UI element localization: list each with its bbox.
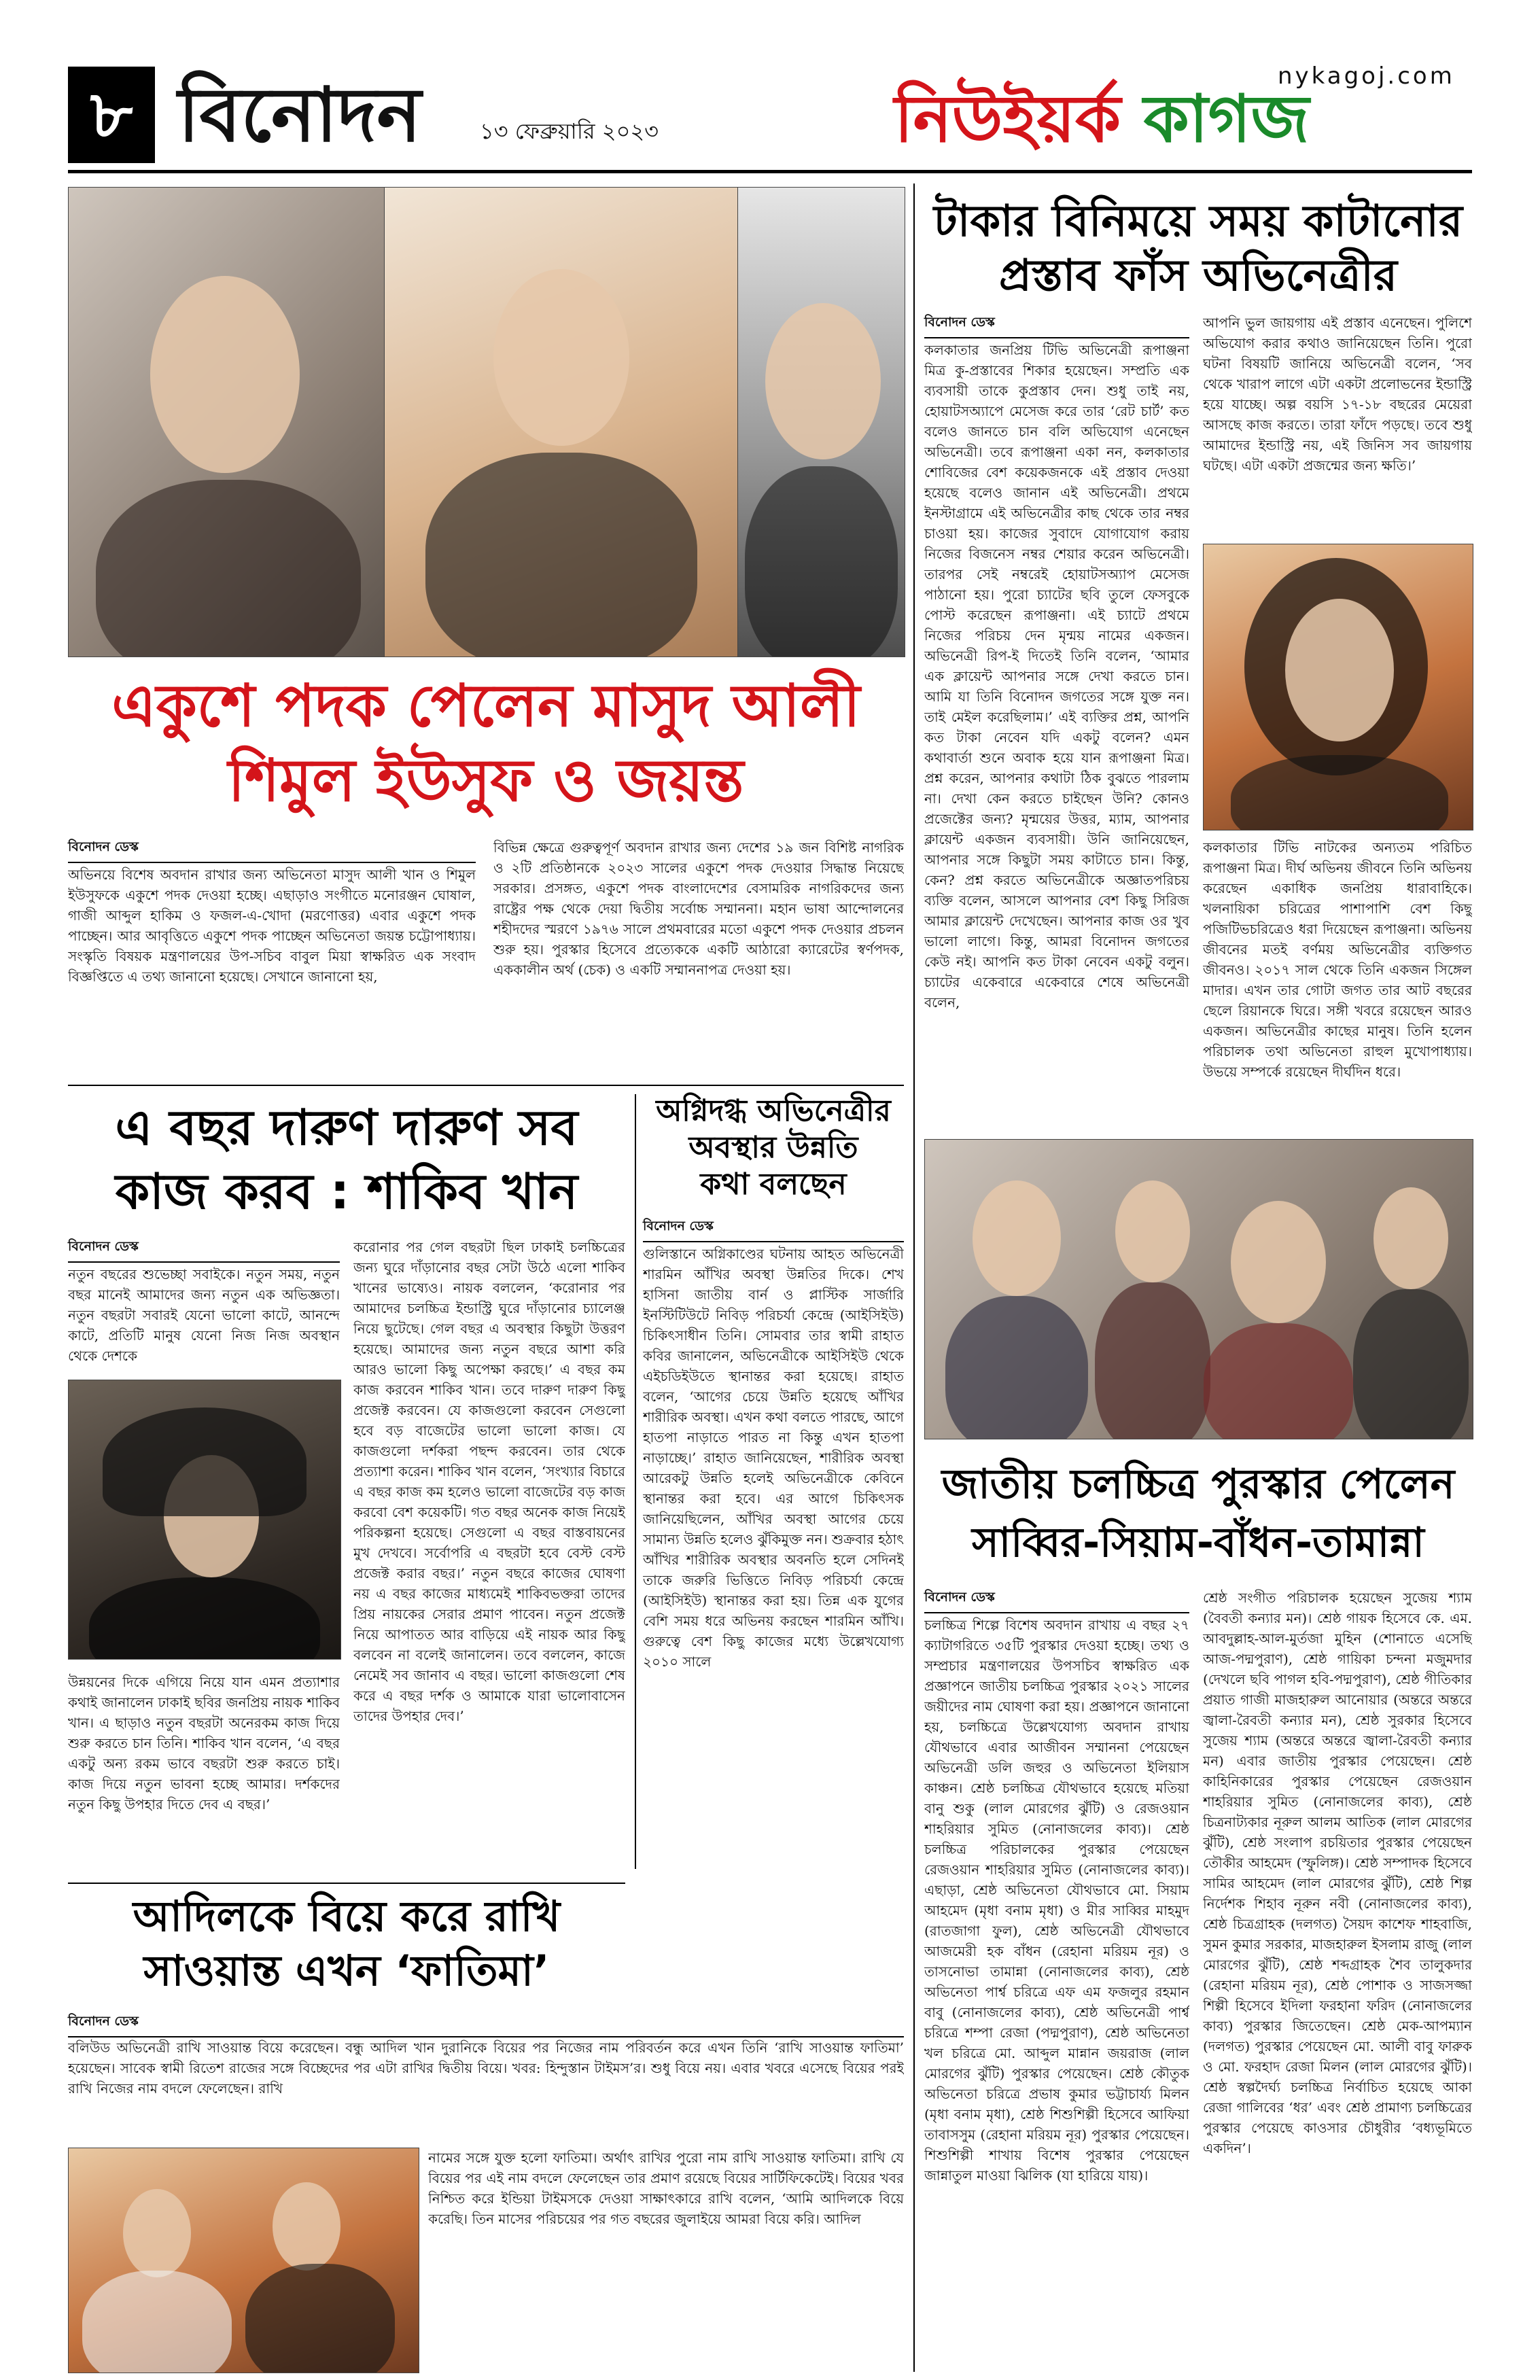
- taka-desk: বিনোদন ডেস্ক: [924, 313, 1189, 338]
- issue-date: ১৩ ফেব্রুয়ারি ২০২৩: [480, 118, 659, 144]
- shakib-desk: বিনোদন ডেস্ক: [68, 1237, 340, 1263]
- photo-masud-ali: [68, 187, 385, 657]
- brand-logo-part2: কাগজ: [1143, 81, 1310, 157]
- jatiya-headline-1: জাতীয় চলচ্চিত্র পুরস্কার পেলেন: [941, 1460, 1455, 1508]
- shirin-headline-1: অগ্নিদগ্ধ অভিনেত্রীর: [656, 1093, 891, 1128]
- shirin-desk: বিনোদন ডেস্ক: [643, 1217, 904, 1242]
- taka-body-col2-top: আপনি ভুল জায়গায় এই প্রস্তাব এনেছেন। পুলিশে অভিযোগ করার কথাও জানিয়েছেন তিনি। পুরো ঘটনা বিষয়টি জানিয়ে অভিনেত্রী বলেন, ‘সব থেকে খারাপ লাগে এটা একটা প্রলোভনের ইন্ডাস্ট্রি হয়ে যাচ্ছে। অল্প বয়সি ১৭-১৮ বছরের মেয়েরা আসছে কাজ করতে। তারা ফাঁদে পড়ছে। তবে শুধু আমাদের ইন্ডাস্ট্রি নয়, এই জিনিস সব জায়গায় ঘটছে। এটা একটা প্রজন্মের জন্য ক্ষতি।’: [1203, 315, 1472, 474]
- ekushe-headline-2: শিমুল ইউসুফ ও জয়ন্ত: [228, 747, 744, 815]
- section-title: বিনোদন: [178, 71, 421, 158]
- jatiya-headline-2: সাব্বির-সিয়াম-বাঁধন-তামান্না: [972, 1519, 1424, 1567]
- taka-body-col2-bottom: কলকাতার টিভি নাটকের অন্যতম পরিচিত রূপাঞ্জনা মিত্র। দীর্ঘ অভিনয় জীবনে তিনি অভিনয় করেছেন একাধিক জনপ্রিয় ধারাবাহিকে। খলনায়িকা চরিত্রের পাশাপাশি বেশ কিছু পজিটিভচরিত্রেও ধরা দিয়েছেন রূপাঞ্জনা। অভিনয় জীবনের মতই বর্ণময় অভিনেত্রীর ব্যক্তিগত জীবনও। ২০১৭ সাল থেকে তিনি একজন সিঙ্গেল মাদার। এখন তার গোটা জগত তার আট বছরের ছেলে রিয়ানকে ঘিরে। সঙ্গী খবরে রয়েছেন আরও একজন। অভিনেত্রীর কাছের মানুষ। তিনি হলেন পরিচালক তথা অভিনেতা রাহুল মুখোপাধ্যায়। উভয়ে সম্পর্কে রয়েছেন দীর্ঘদিন ধরে।: [1203, 839, 1472, 1080]
- taka-headline-2: প্রস্তাব ফাঁস অভিনেত্রীর: [998, 251, 1398, 301]
- jatiya-desk: বিনোদন ডেস্ক: [924, 1588, 1189, 1613]
- ekushe-body-col1: অভিনয়ে বিশেষ অবদান রাখার জন্য অভিনেতা মাসুদ আলী খান ও শিমুল ইউসুফকে একুশে পদক দেওয়া হচ্ছে। এছাড়াও সংগীতে মনোরঞ্জন ঘোষাল, গাজী আব্দুল হাকিম ও ফজল-এ-খোদা (মরণোত্তর) এবার একুশে পদক পাচ্ছেন। আর আবৃত্তিতে একুশে পদক পাচ্ছেন অভিনেতা জয়ন্ত চট্টোপাধ্যায়। সংস্কৃতি বিষয়ক মন্ত্রণালয়ের উপ-সচিব বাবুল মিয়া স্বাক্ষরিত এক সংবাদ বিজ্ঞপ্তিতে এ তথ্য জানানো হয়েছে। সেখানে জানানো হয়,: [68, 867, 476, 985]
- shirin-body: গুলিস্তানে অগ্নিকাণ্ডের ঘটনায় আহত অভিনেত্রী শারমিন আঁখির অবস্থা উন্নতির দিকে। শেখ হাসিনা জাতীয় বার্ন ও প্লাস্টিক সার্জারি ইনস্টিটিউটে নিবিড় পরিচর্যা কেন্দ্রে (আইসিইউ) চিকিৎসাধীন তিনি। সোমবার তার স্বামী রাহাত কবির জানালেন, অভিনেত্রীকে আইসিইউ থেকে এইচডিইউতে স্থানান্তর করা হয়েছে। রাহাত বলেন, ‘আগের চেয়ে উন্নতি হয়েছে আঁখির শারীরিক অবস্থা। এখন কথা বলতে পারছে, আগে হাতপা নাড়াতে পারত না কিন্তু এখন হাতপা নাড়াচ্ছে।’ রাহাত জানিয়েছেন, শারীরিক অবস্থা আরেকটু উন্নতি হলেই অভিনেত্রীকে কেবিনে স্থানান্তর করা হবে। এর আগে চিকিৎসক জানিয়েছিলেন, আঁখির অবস্থা আগের চেয়ে সামান্য উন্নতি হলেও ঝুঁকিমুক্ত নন। শুক্রবার হঠাৎ আঁখির শারীরিক অবস্থার অবনতি হলে সেদিনই তাকে জরুরি ভিত্তিতে নিবিড় পরিচর্যা কেন্দ্রে (আইসিইউ) স্থানান্তর করা হয়। তিন্ন এক যুগের বেশি সময় ধরে অভিনয় করছেন শারমিন আঁখি। গুরুত্বে বেশ কিছু কাজের মধ্যে উল্লেখযোগ্য ২০১০ সালে: [643, 1246, 904, 1670]
- shakib-body-col1-top: নতুন বছরের শুভেচ্ছা সবাইকে। নতুন সময়, নতুন বছর মানেই আমাদের জন্য নতুন এক অভিজ্ঞতা। নতুন বছরটা সবারই যেনো ভালো কাটে, আনন্দে কাটে, প্রতিটি মানুষ যেনো নিজ নিজ অবস্থান থেকে দেশকে: [68, 1266, 340, 1364]
- taka-body-col1: কলকাতার জনপ্রিয় টিভি অভিনেত্রী রূপাঞ্জনা মিত্র কু-প্রস্তাবের শিকার হয়েছেন। সম্প্রতি এক ব্যবসায়ী তাকে কুপ্রস্তাব দেন। শুধু তাই নয়, হোয়াটসঅ্যাপে মেসেজ করে তার ‘রেট চার্ট’ কত বলেও জানতে চান বলি অভিযোগ এনেছেন অভিনেত্রী। তবে রূপাঞ্জনা একা নন, কলকাতার শোবিজের বেশ কয়েকজনকে এই প্রস্তাব দেওয়া হয়েছে বলেও জানান এই অভিনেত্রী। প্রথমে ইনস্টাগ্রামে এই অভিনেত্রীর কাছ থেকে তার নম্বর চাওয়া হয়। কাজের সুবাদে যোগাযোগ করায় নিজের বিজনেস নম্বর শেয়ার করেন অভিনেত্রী। তারপর সেই নম্বরেই হোয়াটসঅ্যাপ মেসেজ পাঠানো হয়। পুরো চ্যাটের ছবি তুলে ফেসবুকে পোস্ট করেছেন রূপাঞ্জনা। এই চ্যাটে প্রথমে নিজের পরিচয় দেন মৃন্ময় নামের একজন। অভিনেত্রী রিপ-ই দিতেই তিনি বলেন, ‘আমার এক ক্লায়েন্ট আপনার সঙ্গে দেখা করতে চান। আমি যা তিনি বিনোদন জগতের সঙ্গে যুক্ত নন। তাই মেইল করেছিলাম।’ এই ব্যক্তির প্রশ্ন, আপনি কত টাকা নেবেন যদি একটু বলেন? এমন কথাবার্তা শুনে অবাক হয়ে যান রূপাঞ্জনা মিত্র। প্রশ্ন করেন, আপনার কথাটা ঠিক বুঝতে পারলাম না। দেখা কেন করতে চাইছেন উনি? কোনও প্রজেক্টের জন্য? মৃন্ময়ের উত্তর, ম্যাম, আপনার ক্লায়েন্ট একজন ব্যবসায়ী। উনি জানিয়েছেন, আপনার সঙ্গে কিছুটা সময় কাটাতে চান। কিন্তু, কেন? প্রশ্ন করতে অভিনেত্রীকে অজ্ঞাতপরিচয় ব্যক্তি বলেন, আসলে আপনার বেশ কিছু সিরিজ আমার ক্লায়েন্ট দেখেছেন। আপনার কাজ ওর খুব ভালো লাগে। কিন্তু, আমরা বিনোদন জগতের কেউ নই। আপনি কত টাকা নেবেন একটু বলুন। চ্যাটের একেবারে একেবারে শেষে অভিনেত্রী বলেন,: [924, 342, 1189, 1011]
- main-vertical-rule: [913, 183, 915, 2372]
- shakib-body-col1-bottom: উন্নয়নের দিকে এগিয়ে নিয়ে যান এমন প্রত্যাশার কথাই জানালেন ঢাকাই ছবির জনপ্রিয় নায়ক শাকিব খান। এ ছাড়াও নতুন বছরটা অনেরকম কাজ দিয়ে শুরু করতে চান তিনি। শাকিব খান বলেন, ‘এ বছর একটু অন্য রকম ভাবে বছরটা শুরু করতে চাই। কাজ দিয়ে নতুন ভাবনা হচ্ছে আমার। দর্শকদের নতুন কিছু উপহার দিতে দেব এ বছর।’: [68, 1674, 340, 1813]
- ekushe-divider: [68, 1085, 904, 1086]
- shakib-body-col2: করোনার পর গেল বছরটা ছিল ঢাকাই চলচ্চিত্রের জন্য ঘুরে দাঁড়ানোর বছর সেটা উঠে এলো শাকিব খানের ভাষ্যেও। নায়ক বললেন, ‘করোনার পর আমাদের চলচ্চিত্র ইন্ডাস্ট্রি ঘুরে দাঁড়ানোর চ্যালেঞ্জ নিয়ে ছুটেছে। গেল বছর এ অবস্থার কিছুটা উত্তরণ হয়েছে। আমাদের জন্য নতুন বছরে আশা করি আরও ভালো কিছু অপেক্ষা করছে।’ এ বছর কম কাজ করবেন শাকিব খান। তবে দারুণ দারুণ কিছু প্রজেক্ট করবেন। যে কাজগুলো করবেন সেগুলো হবে বড় বাজেটের ভালো ভালো কাজ। যে কাজগুলো দর্শকরা পছন্দ করবেন। তার থেকে প্রত্যাশা করেন। শাকিব খান বলেন, ‘সংখ্যার বিচারে এ বছর কাজ কম হলেও ভালো বাজেটের বড় কাজ করবো বেশ কয়েকটি। গত বছর অনেক কাজ নিয়েই পরিকল্পনা হয়েছে। সেগুলো এ বছর বাস্তবায়নের মুখ দেখবে। সর্বোপরি এ বছরটা হবে বেস্ট বেস্ট প্রজেক্ট করার বছর।’ নতুন বছরে কাজের ঘোষণা নয় এ বছর কাজের মাধ্যমেই শাকিবভক্তরা তাদের প্রিয় নায়কের সেরার প্রমাণ পাবেন। নতুন প্রজেক্ট নিয়ে আপাতত আর বাড়িয়ে এই নায়ক আর কিছু বলবেন না বলেই জানালেন। তবে বললেন, কাজে নেমেই সব জানাব এ বছর। ভালো কাজগুলো শেষ করে এ বছর দর্শক ও আমাকে যারা ভালোবাসেন তাদের উপহার দেব।’: [353, 1239, 625, 1724]
- brand-logo-part1: নিউইয়র্ক: [894, 81, 1121, 157]
- adil-desk: বিনোদন ডেস্ক: [68, 2012, 904, 2037]
- ekushe-body-col2: বিভিন্ন ক্ষেত্রে গুরুত্বপূর্ণ অবদান রাখার জন্য দেশের ১৯ জন বিশিষ্ট নাগরিক ও ২টি প্রতিষ্ঠানকে ২০২৩ সালের একুশে পদক দেওয়ার সিদ্ধান্ত নিয়েছে সরকার। প্রসঙ্গত, একুশে পদক বাংলাদেশের বেসামরিক নাগরিকদের জন্য রাষ্ট্রের পক্ষ থেকে দেয়া দ্বিতীয় সর্বোচ্চ সম্মাননা। মহান ভাষা আন্দোলনের শহীদদের স্মরণে ১৯৭৬ সালে প্রথমবারের মতো একুশে পদক দেওয়ার প্রচলন শুরু হয়। পুরস্কার হিসেবে প্রত্যেককে একটি আঠারো ক্যারেটের স্বর্ণপদক, এককালীন অর্থ (চেক) ও একটি সম্মাননাপত্র দেওয়া হয়।: [493, 839, 904, 978]
- photo-national-award-winners: [924, 1139, 1473, 1439]
- page-number: ৮: [90, 77, 133, 153]
- ekushe-desk: বিনোদন ডেস্ক: [68, 837, 476, 863]
- taka-headline-1: টাকার বিনিময়ে সময় কাটানোর: [933, 196, 1463, 247]
- shakib-headline-1: এ বছর দারুণ দারুণ সব: [115, 1099, 578, 1156]
- photo-rakhi-adil-wedding: [68, 2148, 419, 2373]
- adil-divider: [68, 1883, 625, 1884]
- photo-shimul-yusuf: [384, 187, 739, 657]
- page-number-box: [68, 67, 155, 163]
- adil-body-top: বলিউড অভিনেত্রী রাখি সাওয়ান্ত বিয়ে করেছেন। বন্ধু আদিল খান দুরানিকে বিয়ের পর নিজের নাম পরিবর্তন করে এখন তিনি ‘রাখি সাওয়ান্ত ফাতিমা’ হয়েছেন। সাবেক স্বামী রিতেশ রাজের সঙ্গে বিচ্ছেদের পর এটা রাখির দ্বিতীয় বিয়ে। খবর: হিন্দুস্তান টাইমস’র। শুধু বিয়ে নয়। এবার খবরে এসেছে বিয়ের পরই রাখি নিজের নাম বদলে ফেলেছেন। রাখি: [68, 2040, 904, 2097]
- shirin-headline-3: কথা বলছেন: [700, 1167, 847, 1202]
- shirin-headline-2: অবস্থার উন্নতি: [688, 1130, 858, 1165]
- adil-headline-1: আদিলকে বিয়ে করে রাখি: [133, 1891, 561, 1941]
- photo-joyonto: [737, 187, 905, 657]
- brand-website: nykagoj.com: [1278, 63, 1455, 90]
- brand-logo: [894, 82, 1472, 156]
- shakib-vertical-rule: [635, 1094, 636, 1869]
- ekushe-headline-1: একুশে পদক পেলেন মাসুদ আলী: [111, 672, 860, 740]
- jatiya-body-col1: চলচ্চিত্র শিল্পে বিশেষ অবদান রাখায় এ বছর ২৭ ক্যাটাগরিতে ৩৫টি পুরস্কার দেওয়া হচ্ছে। তথ্য ও সম্প্রচার মন্ত্রণালয়ের উপসচিব স্বাক্ষরিত এক প্রজ্ঞাপনে জাতীয় চলচ্চিত্র পুরস্কার ২০২১ সালের জয়ীদের নাম ঘোষণা করা হয়। প্রজ্ঞাপনে জানানো হয়, চলচ্চিত্রে উল্লেখযোগ্য অবদান রাখায় যৌথভাবে এবার আজীবন সম্মাননা পেয়েছেন অভিনেত্রী ডলি জহুর ও অভিনেতা ইলিয়াস কাঞ্চন। শ্রেষ্ঠ চলচ্চিত্র যৌথভাবে হয়েছে মতিয়া বানু শুকু (লাল মোরগের ঝুঁটি) ও রেজওয়ান শাহরিয়ার সুমিত (নোনাজলের কাব্য)। শ্রেষ্ঠ চলচ্চিত্র পরিচালকের পুরস্কার পেয়েছেন রেজওয়ান শাহরিয়ার সুমিত (নোনাজলের কাব্য)। এছাড়া, শ্রেষ্ঠ অভিনেতা যৌথভাবে মো. সিয়াম আহমেদ (মৃধা বনাম মৃধা) ও মীর সাব্বির মাহমুদ (রাতজাগা ফুল), শ্রেষ্ঠ অভিনেত্রী যৌথভাবে আজমেরী হক বাঁধন (রেহানা মরিয়ম নূর) ও তাসনোভা তামান্না (নোনাজলের কাব্য), শ্রেষ্ঠ অভিনেতা পার্শ্ব চরিত্রে এফ এম ফজলুর রহমান বাবু (নোনাজলের কাব্য), শ্রেষ্ঠ অভিনেত্রী পার্শ্ব চরিত্রে শম্পা রেজা (পদ্মপুরাণ), শ্রেষ্ঠ অভিনেতা খল চরিত্রে মো. আব্দুল মান্নান জয়রাজ (লাল মোরগের ঝুঁটি) পুরস্কার পেয়েছেন। শ্রেষ্ঠ কৌতুক অভিনেতা চরিত্রে প্রভাষ কুমার ভট্টাচার্য্য মিলন (মৃধা বনাম মৃধা), শ্রেষ্ঠ শিশুশিল্পী হিসেবে আফিয়া তাবাসসুম (রেহানা মরিয়ম নূর) পুরস্কার পেয়েছেন। শিশুশিল্পী শাখায় বিশেষ পুরস্কার পেয়েছেন জান্নাতুল মাওয়া ঝিলিক (যা হারিয়ে যায়)।: [924, 1617, 1189, 2184]
- photo-shakib-khan: [68, 1380, 341, 1660]
- shakib-headline-2: কাজ করব : শাকিব খান: [115, 1163, 578, 1220]
- photo-rupanjana-mitra: [1203, 544, 1473, 830]
- jatiya-body-col2: শ্রেষ্ঠ সংগীত পরিচালক হয়েছেন সুজেয় শ্যাম (বৈবতী কন্যার মন)। শ্রেষ্ঠ গায়ক হিসেবে কে. এম. আবদুল্লাহ-আল-মুর্তজা মুহিন (শোনাতে এসেছি আজ-পদ্মপুরাণ), শ্রেষ্ঠ গায়িকা চন্দনা মজুমদার (দেখলে ছবি পাগল হবি-পদ্মপুরাণ), শ্রেষ্ঠ গীতিকার প্রয়াত গাজী মাজহারুল আনোয়ার (অন্তরে অন্তরে জ্বালা-রৈবতী কন্যার মন), শ্রেষ্ঠ সুরকার হিসেবে সুজেয় শ্যাম (অন্তরে অন্তরে জ্বালা-রৈবতী কন্যার মন) এবার জাতীয় পুরস্কার পেয়েছেন। শ্রেষ্ঠ কাহিনিকারের পুরস্কার পেয়েছেন রেজওয়ান শাহরিয়ার সুমিত (নোনাজলের কাব্য), শ্রেষ্ঠ চিত্রনাট্যকার নূরুল আলম আতিক (লাল মোরগের ঝুঁটি), শ্রেষ্ঠ সংলাপ রচয়িতার পুরস্কার পেয়েছেন তৌকীর আহমেদ (স্ফুলিঙ্গ)। শ্রেষ্ঠ সম্পাদক হিসেবে সামির আহমেদ (লাল মোরগের ঝুঁটি), শ্রেষ্ঠ শিল্প নির্দেশক শিহাব নূরুন নবী (নোনাজলের কাব্য), শ্রেষ্ঠ চিত্রগ্রাহক (দলগত) সৈয়দ কাশেফ শাহবাজি, সুমন কুমার সরকার, মাজহারুল ইসলাম রাজু (লাল মোরগের ঝুঁটি), শ্রেষ্ঠ শব্দগ্রাহক শৈব তালুকদার (রেহানা মরিয়ম নূর), শ্রেষ্ঠ পোশাক ও সাজসজ্জা শিল্পী হিসেবে ইদিলা ফরহানা ফরিদ (নোনাজলের কাব্য) পুরস্কার জিতেছেন। শ্রেষ্ঠ মেক-আপম্যান (দলগত) পুরস্কার পেয়েছেন মো. আলী বাবু ফারুক ও মো. ফরহাদ রেজা মিলন (লাল মোরগের ঝুঁটি)। শ্রেষ্ঠ স্বল্পদৈর্ঘ্য চলচ্চিত্র নির্বাচিত হয়েছে আকা রেজা গালিবের ‘ধর’ এবং শ্রেষ্ঠ প্রামাণ্য চলচ্চিত্রের পুরস্কার পেয়েছে কাওসার চৌধুরীর ‘বধ্যভূমিতে একদিন’।: [1203, 1590, 1472, 2156]
- masthead-rule: [68, 170, 1472, 173]
- adil-body-right: নামের সঙ্গে যুক্ত হলো ফাতিমা। অর্থাৎ রাখির পুরো নাম রাখি সাওয়ান্ত ফাতিমা। রাখি যে বিয়ের পর এই নাম বদলে ফেলেছেন তার প্রমাণ রয়েছে বিয়ের সার্টিফিকেটেই। বিয়ের খবর নিশ্চিত করে ইন্ডিয়া টাইমসকে দেওয়া সাক্ষাৎকারে রাখি বলেন, ‘আমি আদিলকে বিয়ে করেছি। তিন মাসের পরিচয়ের পর গত বছরের জুলাইয়ে আমরা বিয়ে করি। আদিল: [428, 2150, 904, 2227]
- adil-headline-2: সাওয়ান্ত এখন ‘ফাতিমা’: [143, 1946, 550, 1995]
